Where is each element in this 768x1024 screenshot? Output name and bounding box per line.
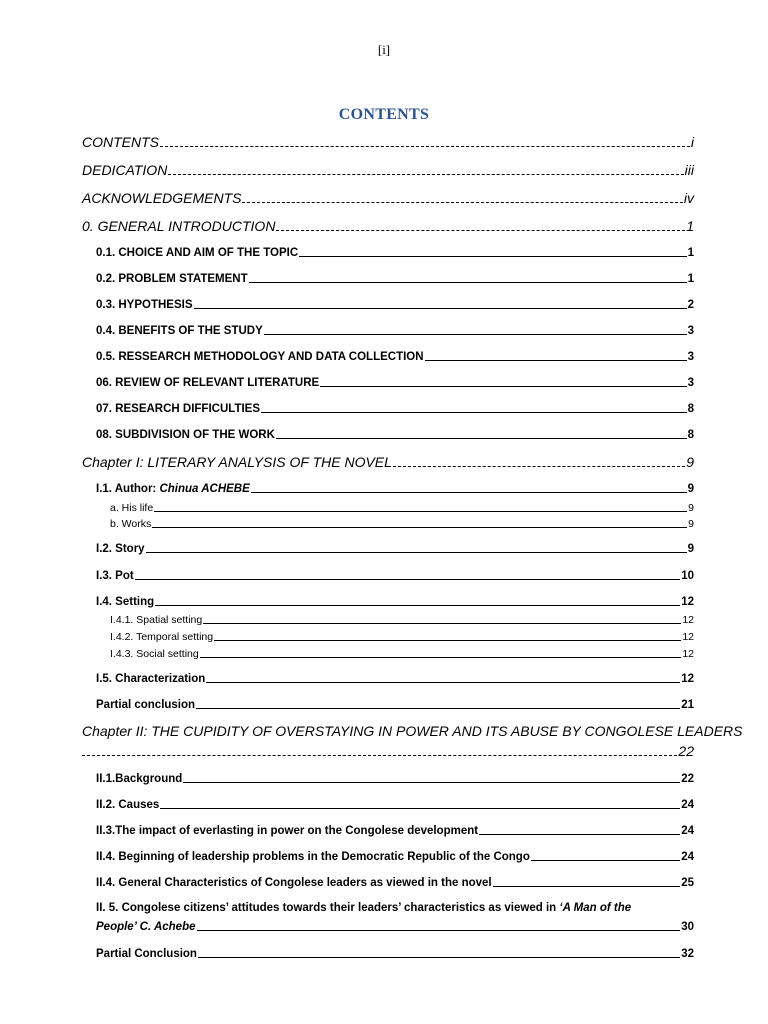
underscore-leader xyxy=(251,492,687,493)
toc-entry-text xyxy=(96,483,250,495)
toc-page-number: 30 xyxy=(681,921,694,933)
toc-entry-text: 0.3. HYPOTHESIS xyxy=(96,299,193,311)
toc-page-number: 1 xyxy=(686,218,694,234)
underscore-leader xyxy=(299,256,686,257)
toc-entry-text: I.4.1. Spatial setting xyxy=(110,614,203,626)
toc-entry-social-setting[interactable] xyxy=(110,648,694,660)
underscore-leader xyxy=(154,511,687,512)
toc-page-number: 21 xyxy=(681,699,694,711)
underscore-leader xyxy=(203,623,681,624)
underscore-leader xyxy=(152,527,687,528)
toc-page-number: i xyxy=(690,134,694,150)
toc-page-number: 24 xyxy=(681,799,694,811)
toc-entry-causes[interactable] xyxy=(96,799,694,811)
book-title-part2: People’ xyxy=(96,921,137,933)
toc-entry-text: I.3. Pot xyxy=(96,570,134,582)
toc-entry-text: 0. GENERAL INTRODUCTION xyxy=(82,218,276,234)
toc-entry-text: I.4.3. Social setting xyxy=(110,648,199,660)
toc-entry-text: I.4. Setting xyxy=(96,596,155,608)
toc-entry-text: DEDICATION xyxy=(82,162,168,178)
toc-entry-contents[interactable] xyxy=(82,134,694,150)
toc-entry-text: I.2. Story xyxy=(96,543,145,555)
toc-entry-leadership-problems[interactable] xyxy=(96,851,694,863)
toc-entry-leader-characteristics[interactable] xyxy=(96,877,694,889)
underscore-leader xyxy=(198,957,680,958)
toc-entry-text: ACKNOWLEDGEMENTS xyxy=(82,190,242,206)
toc-page-number: 9 xyxy=(686,454,694,470)
toc-page-number: 22 xyxy=(678,743,694,759)
toc-entry-text: Partial Conclusion xyxy=(96,948,197,960)
dot-leader xyxy=(168,174,683,175)
underscore-leader xyxy=(249,282,687,283)
attitudes-text-cont xyxy=(96,921,196,933)
dot-leader xyxy=(242,202,682,203)
toc-page-number: 24 xyxy=(681,825,694,837)
toc-entry-story[interactable] xyxy=(96,543,694,555)
toc-entry-temporal-setting[interactable] xyxy=(110,631,694,643)
toc-entry-attitudes-line1[interactable] xyxy=(96,902,696,914)
toc-page-number: 9 xyxy=(687,543,694,555)
toc-entry-text: 0.1. CHOICE AND AIM OF THE TOPIC xyxy=(96,247,299,259)
toc-entry-text: 0.5. RESSEARCH METHODOLOGY AND DATA COLLECTION xyxy=(96,351,424,363)
toc-page-number: iii xyxy=(684,162,694,178)
underscore-leader xyxy=(493,886,681,887)
dot-leader xyxy=(160,146,690,147)
toc-entry-author[interactable] xyxy=(96,483,694,495)
toc-page-number: 8 xyxy=(687,403,694,415)
underscore-leader xyxy=(183,782,680,783)
toc-entry-background[interactable] xyxy=(96,773,694,785)
toc-entry-text: 06. REVIEW OF RELEVANT LITERATURE xyxy=(96,377,320,389)
toc-entry-setting[interactable] xyxy=(96,596,694,608)
toc-entry-text: 08. SUBDIVISION OF THE WORK xyxy=(96,429,275,441)
toc-entry-general-introduction[interactable] xyxy=(82,218,694,234)
toc-page-number: 25 xyxy=(681,877,694,889)
dot-leader xyxy=(82,755,677,756)
toc-page-number: 9 xyxy=(688,502,694,514)
toc-entry-partial-conclusion-2[interactable] xyxy=(96,948,694,960)
toc-page-number: 9 xyxy=(687,483,694,495)
dot-leader xyxy=(393,466,685,467)
toc-entry-text: Partial conclusion xyxy=(96,699,196,711)
toc-entry-text: II.1.Background xyxy=(96,773,183,785)
underscore-leader xyxy=(200,657,682,658)
toc-entry-dedication[interactable] xyxy=(82,162,694,178)
toc-entry-methodology[interactable] xyxy=(96,351,694,363)
toc-entry-text: I.5. Characterization xyxy=(96,673,206,685)
underscore-leader xyxy=(320,386,686,387)
toc-page-number: 8 xyxy=(687,429,694,441)
toc-entry-choice-aim[interactable] xyxy=(96,247,694,259)
toc-entry-chapter-2-title[interactable]: Chapter II: THE CUPIDITY OF OVERSTAYING IN POWER AND ITS ABUSE BY CONGOLESE LEADERS xyxy=(82,723,743,739)
underscore-leader xyxy=(196,708,680,709)
toc-entry-benefits[interactable] xyxy=(96,325,694,337)
toc-page-number: 12 xyxy=(682,648,694,660)
toc-page-number: 12 xyxy=(681,673,694,685)
toc-entry-works[interactable] xyxy=(110,518,694,530)
toc-entry-chapter-1[interactable] xyxy=(82,454,694,470)
toc-entry-chapter-2-leader[interactable] xyxy=(82,743,694,759)
author-prefix: I.1. Author: xyxy=(96,483,160,495)
toc-entry-characterization[interactable] xyxy=(96,673,694,685)
book-author: C. Achebe xyxy=(136,921,196,933)
toc-entry-text: 0.4. BENEFITS OF THE STUDY xyxy=(96,325,263,337)
toc-entry-difficulties[interactable] xyxy=(96,403,694,415)
toc-page-number: 24 xyxy=(681,851,694,863)
toc-entry-text: b. Works xyxy=(110,518,152,530)
toc-entry-text: a. His life xyxy=(110,502,154,514)
toc-page-number: 3 xyxy=(687,377,694,389)
toc-page-number: 1 xyxy=(687,273,694,285)
toc-page-number: 32 xyxy=(681,948,694,960)
toc-entry-partial-conclusion-1[interactable] xyxy=(96,699,694,711)
toc-entry-literature-review[interactable] xyxy=(96,377,694,389)
toc-entry-spatial-setting[interactable] xyxy=(110,614,694,626)
underscore-leader xyxy=(276,438,687,439)
toc-entry-text: 0.2. PROBLEM STATEMENT xyxy=(96,273,248,285)
toc-page-number: 12 xyxy=(681,596,694,608)
toc-entry-acknowledgements[interactable] xyxy=(82,190,694,206)
dot-leader xyxy=(276,230,685,231)
toc-entry-text: I.4.2. Temporal setting xyxy=(110,631,214,643)
toc-entry-text: II.3.The impact of everlasting in power on the Congolese development xyxy=(96,825,479,837)
toc-entry-problem-statement[interactable] xyxy=(96,273,694,285)
underscore-leader xyxy=(264,334,687,335)
toc-entry-text: Chapter I: LITERARY ANALYSIS OF THE NOVEL xyxy=(82,454,392,470)
toc-page-number: 1 xyxy=(687,247,694,259)
toc-entry-pot[interactable] xyxy=(96,570,694,582)
toc-entry-text: II.4. Beginning of leadership problems in the Democratic Republic of the Congo xyxy=(96,851,530,863)
toc-page-number: 3 xyxy=(687,325,694,337)
toc-page-number: 10 xyxy=(681,570,694,582)
contents-heading: CONTENTS xyxy=(338,106,430,123)
toc-entry-text: CONTENTS xyxy=(82,134,159,150)
toc-page-number: 12 xyxy=(682,614,694,626)
toc-page-number: 9 xyxy=(688,518,694,530)
toc-entry-text: II.2. Causes xyxy=(96,799,160,811)
toc-page-number: iv xyxy=(683,190,694,206)
underscore-leader xyxy=(206,682,680,683)
book-title-part1: ‘A Man of the xyxy=(559,902,632,914)
underscore-leader xyxy=(135,579,681,580)
toc-page-number: 3 xyxy=(687,351,694,363)
underscore-leader xyxy=(160,808,680,809)
page-number: [i] xyxy=(377,42,391,57)
toc-page-number: 2 xyxy=(687,299,694,311)
toc-entry-his-life[interactable] xyxy=(110,502,694,514)
attitudes-text: II. 5. Congolese citizens’ attitudes towards their leaders’ characteristics as viewed in xyxy=(96,902,560,914)
toc-entry-attitudes-line2[interactable] xyxy=(96,921,694,933)
toc-entry-text: II.4. General Characteristics of Congolese leaders as viewed in the novel xyxy=(96,877,492,889)
underscore-leader xyxy=(261,412,687,413)
underscore-leader xyxy=(194,308,687,309)
underscore-leader xyxy=(479,834,680,835)
underscore-leader xyxy=(425,360,687,361)
toc-page-number: 12 xyxy=(682,631,694,643)
underscore-leader xyxy=(214,640,681,641)
underscore-leader xyxy=(531,860,680,861)
toc-entry-impact[interactable] xyxy=(96,825,694,837)
toc-page-number: 22 xyxy=(681,773,694,785)
underscore-leader xyxy=(155,605,680,606)
author-name: Chinua ACHEBE xyxy=(159,483,250,495)
underscore-leader xyxy=(197,930,681,931)
toc-entry-hypothesis[interactable] xyxy=(96,299,694,311)
underscore-leader xyxy=(146,552,687,553)
toc-entry-text: 07. RESEARCH DIFFICULTIES xyxy=(96,403,260,415)
toc-entry-subdivision[interactable] xyxy=(96,429,694,441)
